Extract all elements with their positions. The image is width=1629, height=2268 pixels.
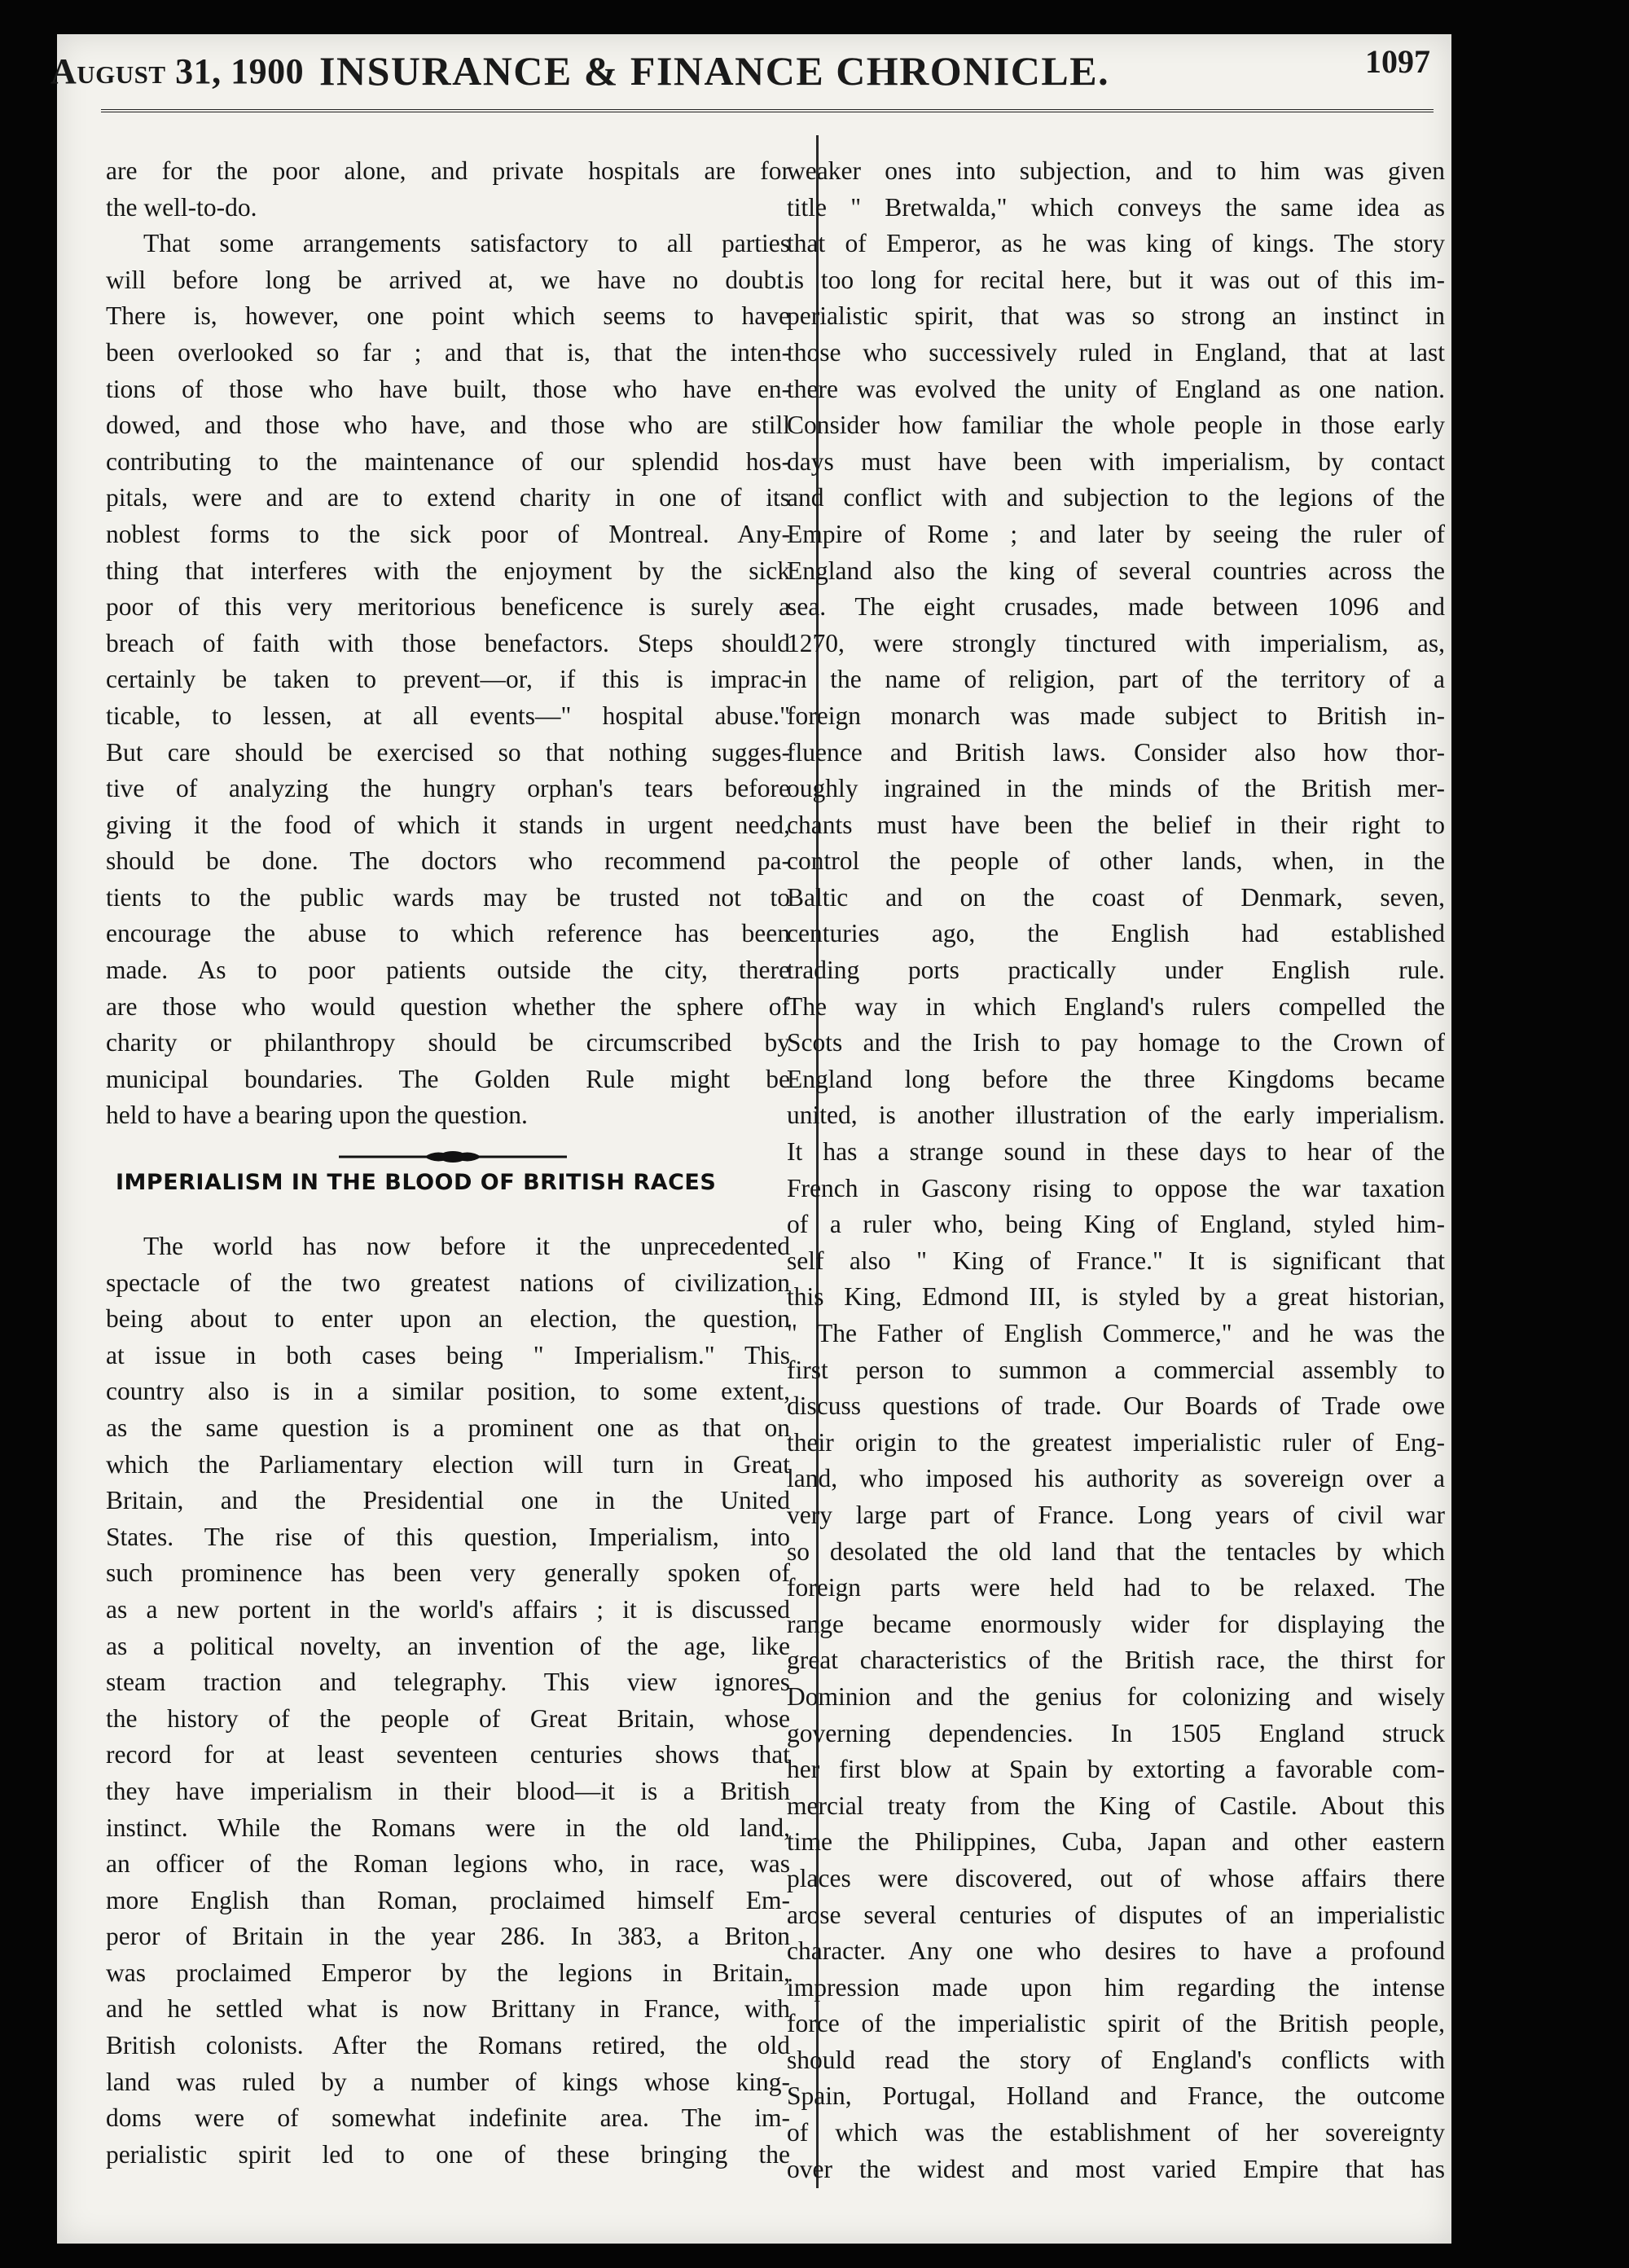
- text-line: States. The rise of this question, Imperialism, into: [106, 1522, 790, 1551]
- text-line: spectacle of the two greatest nations of civilization: [106, 1268, 790, 1297]
- text-line: are those who would question whether the sphere of: [106, 991, 790, 1021]
- text-line: was proclaimed Emperor by the legions in Britain,: [106, 1958, 790, 1987]
- text-line: There is, however, one point which seems to have: [106, 301, 790, 331]
- text-line: tive of analyzing the hungry orphan's tears before: [106, 774, 790, 803]
- text-line: of a ruler who, being King of England, styled him-: [787, 1210, 1445, 1239]
- text-line: as a political novelty, an invention of the age, like: [106, 1631, 790, 1660]
- text-line: being about to enter upon an election, the question: [106, 1304, 790, 1334]
- text-line: self also " King of France." It is significant that: [787, 1246, 1445, 1275]
- text-line: But care should be exercised so that nothing sugges-: [106, 737, 790, 767]
- text-line: places were discovered, out of whose affairs there: [787, 1863, 1445, 1892]
- text-line: oughly ingrained in the minds of the British mer-: [787, 774, 1445, 803]
- left-column-top: [106, 153, 790, 1134]
- text-line: trading ports practically under English rule.: [787, 956, 1445, 985]
- text-line: England also the king of several countries across the: [787, 556, 1445, 585]
- text-line: as a new portent in the world's affairs ; it is discussed: [106, 1594, 790, 1624]
- text-line: land was ruled by a number of kings whose king-: [106, 2067, 790, 2096]
- text-line: encourage the abuse to which reference has been: [106, 919, 790, 948]
- text-line: doms were of somewhat indefinite area. The im-: [106, 2103, 790, 2133]
- text-line: tients to the public wards may be trusted not to: [106, 882, 790, 912]
- left-column-article: [106, 1228, 790, 2173]
- text-line: time the Philippines, Cuba, Japan and other eastern: [787, 1827, 1445, 1857]
- text-line: days must have been with imperialism, by contact: [787, 446, 1445, 476]
- text-line: That some arrangements satisfactory to all parties: [143, 229, 790, 258]
- text-line: fluence and British laws. Consider also how thor-: [787, 737, 1445, 767]
- text-line: great characteristics of the British race, the thirst for: [787, 1646, 1445, 1675]
- page-number: 1097: [1365, 43, 1430, 80]
- text-line: ticable, to lessen, at all events—" hospital abuse.": [106, 701, 790, 730]
- text-line: impression made upon him regarding the intense: [787, 1972, 1445, 2002]
- text-line: Baltic and on the coast of Denmark, seven,: [787, 882, 1445, 912]
- text-line: been overlooked so far ; and that is, that the inten-: [106, 337, 790, 367]
- text-line: united, is another illustration of the early imperialism.: [787, 1101, 1445, 1130]
- publication-title: INSURANCE & FINANCE CHRONICLE.: [319, 48, 1110, 94]
- text-line: discuss questions of trade. Our Boards of Trade owe: [787, 1391, 1445, 1421]
- text-line: Scots and the Irish to pay homage to the Crown of: [787, 1028, 1445, 1057]
- text-line: should be done. The doctors who recommend pa-: [106, 846, 790, 876]
- text-line: perialistic spirit, that was so strong an instinct in: [787, 301, 1445, 331]
- text-line: and conflict with and subjection to the legions of the: [787, 483, 1445, 512]
- text-line: very large part of France. Long years of civil war: [787, 1500, 1445, 1529]
- text-line: over the widest and most varied Empire that has: [787, 2154, 1445, 2183]
- page-header: [50, 42, 1430, 99]
- text-line: " The Father of English Commerce," and he was the: [787, 1319, 1445, 1347]
- text-line: her first blow at Spain by extorting a favorable com-: [787, 1755, 1445, 1784]
- text-line: will before long be arrived at, we have no doubt.: [106, 265, 790, 294]
- text-line: Consider how familiar the whole people in those early: [787, 411, 1445, 440]
- text-line: It has a strange sound in these days to hear of the: [787, 1137, 1445, 1167]
- text-line: in the name of religion, part of the territory of a: [787, 665, 1445, 694]
- text-line: control the people of other lands, when, in the: [787, 846, 1445, 876]
- text-line: force of the imperialistic spirit of the British people,: [787, 2009, 1445, 2038]
- text-line: poor of this very meritorious beneficence is surely a: [106, 592, 790, 622]
- text-line: this King, Edmond III, is styled by a great historian,: [787, 1282, 1445, 1312]
- text-line: sea. The eight crusades, made between 1096 and: [787, 592, 1445, 622]
- text-line: instinct. While the Romans were in the old land,: [106, 1813, 790, 1842]
- text-line: centuries ago, the English had established: [787, 919, 1445, 948]
- text-line: are for the poor alone, and private hospitals are for: [106, 156, 790, 185]
- text-line: The world has now before it the unprecedented: [143, 1232, 790, 1260]
- text-line: pitals, were and are to extend charity in one of its: [106, 483, 790, 512]
- text-line: Dominion and the genius for colonizing and wisely: [787, 1681, 1445, 1711]
- right-column-article: [787, 153, 1445, 2187]
- text-line: governing dependencies. In 1505 England struck: [787, 1718, 1445, 1747]
- text-line: range became enormously wider for displaying the: [787, 1609, 1445, 1638]
- text-line: The way in which England's rulers compelled the: [787, 991, 1445, 1021]
- text-line: land, who imposed his authority as sovereign over a: [787, 1464, 1445, 1493]
- text-line: such prominence has been very generally spoken of: [106, 1558, 790, 1588]
- text-line: contributing to the maintenance of our splendid hos-: [106, 446, 790, 476]
- text-line: noblest forms to the sick poor of Montreal. Any-: [106, 519, 790, 548]
- text-line: 1270, were strongly tinctured with imperialism, as,: [787, 628, 1445, 657]
- article-heading: IMPERIALISM IN THE BLOOD OF BRITISH RACES: [116, 1170, 717, 1195]
- text-line: their origin to the greatest imperialistic ruler of Eng-: [787, 1427, 1445, 1457]
- text-line: arose several centuries of disputes of an imperialistic: [787, 1900, 1445, 1929]
- text-line: weaker ones into subjection, and to him was given: [787, 156, 1445, 185]
- text-line: is too long for recital here, but it was out of this im-: [787, 265, 1445, 294]
- text-line: more English than Roman, proclaimed himself Em-: [106, 1885, 790, 1914]
- text-line: England long before the three Kingdoms became: [787, 1064, 1445, 1093]
- text-line: of which was the establishment of her sovereignty: [787, 2118, 1445, 2147]
- text-line: country also is in a similar position, to some extent,: [106, 1377, 790, 1406]
- text-line: breach of faith with those benefactors. Steps should: [106, 628, 790, 657]
- text-line: the well-to-do.: [106, 192, 257, 222]
- text-line: French in Gascony rising to oppose the war taxation: [787, 1173, 1445, 1202]
- text-line: there was evolved the unity of England as one nation.: [787, 374, 1445, 403]
- text-line: certainly be taken to prevent—or, if this is imprac-: [106, 665, 790, 694]
- text-line: first person to summon a commercial assembly to: [787, 1355, 1445, 1384]
- text-line: at issue in both cases being " Imperialism." This: [106, 1340, 790, 1369]
- text-line: chants must have been the belief in their right to: [787, 810, 1445, 839]
- text-line: character. Any one who desires to have a profound: [787, 1936, 1445, 1966]
- text-line: those who successively ruled in England, that at last: [787, 337, 1445, 367]
- text-line: municipal boundaries. The Golden Rule might be: [106, 1064, 790, 1093]
- text-line: mercial treaty from the King of Castile. About this: [787, 1791, 1445, 1820]
- text-line: foreign parts were held had to be relaxed. The: [787, 1573, 1445, 1602]
- text-line: Empire of Rome ; and later by seeing the ruler of: [787, 519, 1445, 548]
- text-line: foreign monarch was made subject to British in-: [787, 701, 1445, 730]
- text-line: an officer of the Roman legions who, in race, was: [106, 1849, 790, 1879]
- text-line: Britain, and the Presidential one in the United: [106, 1486, 790, 1515]
- text-line: which the Parliamentary election will turn in Great: [106, 1449, 790, 1479]
- text-line: as the same question is a prominent one as that on: [106, 1413, 790, 1442]
- text-line: title " Bretwalda," which conveys the same idea as: [787, 192, 1445, 222]
- text-line: the history of the people of Great Britain, whose: [106, 1703, 790, 1733]
- issue-date: August 31, 1900: [50, 51, 305, 91]
- text-line: giving it the food of which it stands in urgent need,: [106, 810, 790, 839]
- text-line: held to have a bearing upon the question.: [106, 1101, 528, 1130]
- text-line: Spain, Portugal, Holland and France, the outcome: [787, 2081, 1445, 2111]
- text-line: should read the story of England's conflicts with: [787, 2045, 1445, 2074]
- text-line: steam traction and telegraphy. This view ignores: [106, 1668, 790, 1697]
- text-line: dowed, and those who have, and those who are still: [106, 411, 790, 440]
- text-line: thing that interferes with the enjoyment by the sick: [106, 556, 790, 585]
- text-line: they have imperialism in their blood—it is a British: [106, 1776, 790, 1805]
- text-line: so desolated the old land that the tentacles by which: [787, 1536, 1445, 1566]
- text-line: and he settled what is now Brittany in France, with: [106, 1994, 790, 2024]
- text-line: made. As to poor patients outside the city, there: [106, 956, 790, 985]
- text-line: peror of Britain in the year 286. In 383, a Briton: [106, 1922, 790, 1951]
- text-line: record for at least seventeen centuries shows that: [106, 1740, 790, 1769]
- text-line: British colonists. After the Romans retired, the old: [106, 2031, 790, 2060]
- section-ornament: [339, 1148, 567, 1166]
- text-line: charity or philanthropy should be circumscribed by: [106, 1028, 790, 1057]
- text-line: tions of those who have built, those who have en-: [106, 374, 790, 403]
- text-line: that of Emperor, as he was king of kings. The story: [787, 229, 1445, 258]
- header-rule: [101, 109, 1434, 112]
- text-line: perialistic spirit led to one of these bringing the: [106, 2139, 790, 2169]
